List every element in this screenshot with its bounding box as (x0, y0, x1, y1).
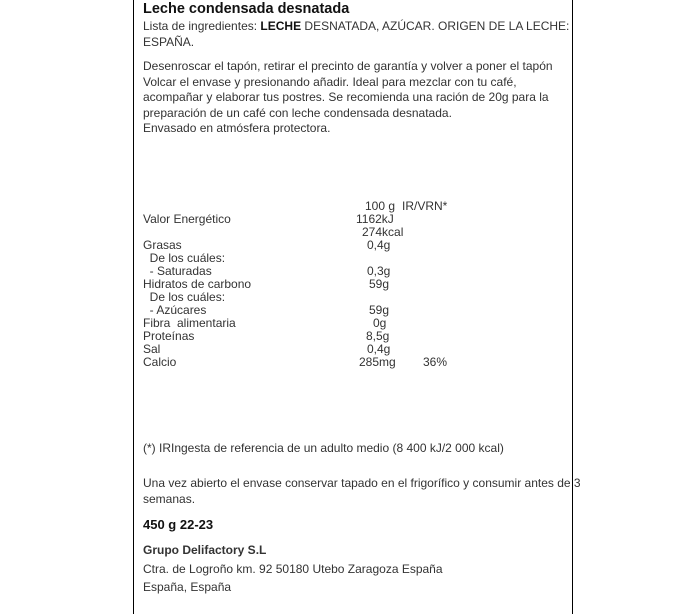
nutrition-row (0, 264, 700, 277)
company-name: Grupo Delifactory S.L (143, 543, 267, 557)
nutrient-label: Sal (143, 342, 161, 356)
nutrition-row (0, 238, 700, 251)
instructions-text (143, 59, 553, 137)
company-address: Ctra. de Logroño km. 92 50180 Utebo Zaragoza España (143, 562, 443, 576)
nutrition-header (0, 199, 700, 212)
nutrient-value: 0g (373, 316, 387, 330)
nutrient-label: Fibra alimentaria (143, 316, 236, 330)
storage-text (143, 476, 581, 507)
per100-header: 100 g (365, 199, 396, 213)
ingredients-prefix: Lista de ingredientes: (143, 19, 261, 33)
nutrition-row (0, 277, 700, 290)
nutrition-row (0, 251, 700, 264)
nutrient-label: - Saturadas (143, 264, 212, 278)
nutrition-row (0, 212, 700, 225)
nutrient-label: Grasas (143, 238, 182, 252)
nutrition-row (0, 355, 700, 368)
nutrition-row (0, 329, 700, 342)
company-country: España, España (143, 580, 232, 594)
nutrient-ir: 36% (423, 355, 448, 369)
ingredients-text (143, 19, 569, 50)
nutrient-value: 285mg (359, 355, 396, 369)
irvrn-header: IR/VRN* (402, 199, 448, 213)
ingredients-rest: DESNATADA, AZÚCAR. ORIGEN DE LA LECHE: (301, 19, 570, 33)
product-title: Leche condensada desnatada (143, 1, 350, 17)
allergen-highlight: LECHE (260, 19, 302, 33)
nutrient-value: 1162kJ (356, 212, 394, 226)
footnote: (*) IRIngesta de referencia de un adulto medio (8 400 kJ/2 000 kcal) (143, 441, 504, 455)
nutrient-value: 8,5g (366, 329, 390, 343)
instruction-line: Desenroscar el tapón, retirar el precinto de garantía y volver a poner el tapón (143, 59, 553, 73)
instruction-line: Volcar el envase y presionando añadir. Ideal para mezclar con tu café, (143, 74, 517, 89)
nutrient-value: 0,3g (367, 264, 391, 278)
nutrition-row (0, 316, 700, 329)
nutrient-label: Calcio (143, 355, 177, 369)
instruction-line: Envasado en atmósfera protectora. (143, 121, 331, 135)
nutrient-value: 274kcal (362, 225, 404, 239)
nutrient-value: 59g (369, 277, 390, 291)
nutrient-label: Hidratos de carbono (143, 277, 252, 291)
nutrient-label: Proteínas (143, 329, 195, 343)
nutrient-value: 0,4g (367, 238, 391, 252)
nutrition-row (0, 225, 700, 238)
nutrition-row (0, 290, 700, 303)
nutrient-label: - Azúcares (143, 303, 207, 317)
nutrient-label: De los cuáles: (143, 251, 226, 265)
nutrient-label: De los cuáles: (143, 290, 226, 304)
nutrition-row (0, 303, 700, 316)
nutrient-value: 0,4g (367, 342, 391, 356)
storage-line: Una vez abierto el envase conservar tapado en el frigorífico y consumir antes de 3 (143, 476, 581, 490)
nutrition-row (0, 342, 700, 355)
nutrient-label: Valor Energético (143, 212, 231, 226)
ingredients-line2: ESPAÑA. (143, 34, 195, 49)
instruction-line: preparación de un café con leche condensada desnatada. (143, 105, 452, 120)
storage-line: semanas. (143, 491, 196, 506)
nutrient-value: 59g (369, 303, 390, 317)
size-batch: 450 g 22-23 (143, 517, 214, 532)
instruction-line: acompañar y elaborar tus postres. Se recomienda una ración de 20g para la (143, 90, 549, 104)
